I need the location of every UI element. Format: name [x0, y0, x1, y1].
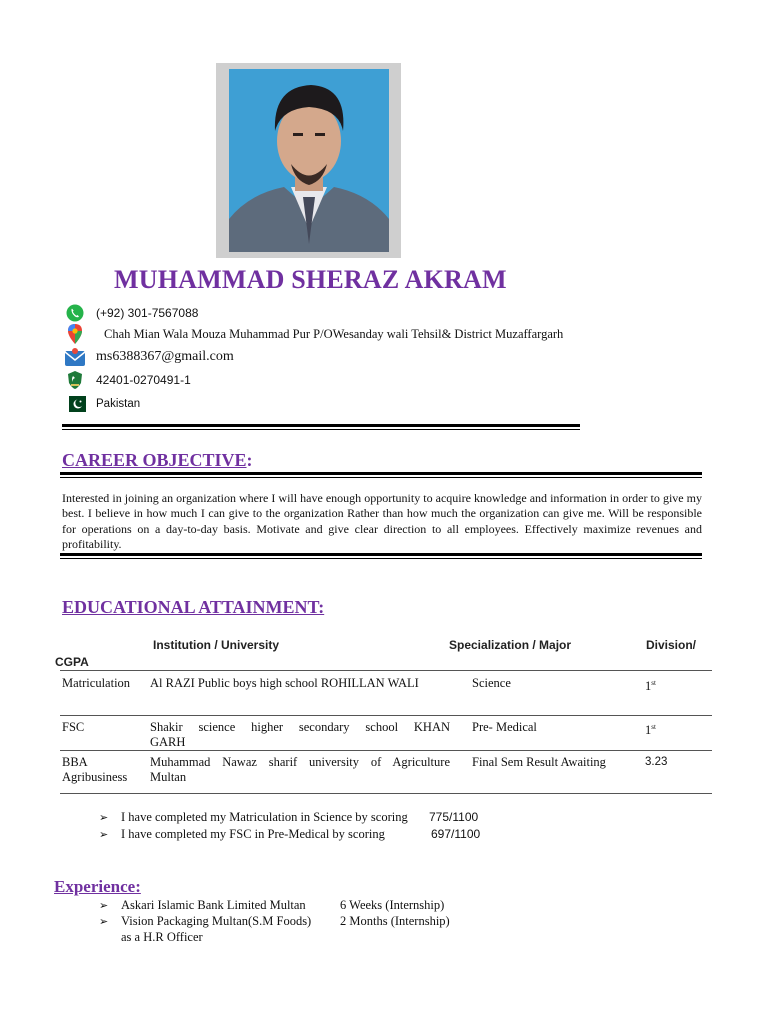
row1-specialization: Science — [472, 676, 511, 690]
objective-bottom-divider — [60, 553, 702, 556]
email-row — [64, 346, 234, 368]
row3-institution-line2: Multan — [150, 770, 187, 784]
address-text: Chah Mian Wala Mouza Muhammad Pur P/OWesanday wali Tehsil& District Muzaffargarh — [104, 326, 564, 341]
row1-division-sup: st — [651, 679, 656, 687]
career-objective-title — [62, 450, 253, 471]
experience-2-org: Vision Packaging Multan(S.M Foods) — [121, 914, 312, 928]
row2-division-value: 1 — [645, 723, 652, 738]
row2-specialization: Pre- Medical — [472, 720, 537, 734]
candidate-name: MUHAMMAD SHERAZ AKRAM — [114, 265, 507, 294]
educational-attainment-title: EDUCATIONAL ATTAINMENT: — [62, 597, 325, 617]
row1-division-value: 1 — [645, 679, 652, 694]
arrow-bullet-icon: ➢ — [99, 900, 109, 912]
career-objective-text: Interested in joining an organization where I will have enough opportunity to acquire knowledge and information in order to give my best. I believe in how much I can give to the organization Rather than how much the organization can give me. Will be responsible for operations on a day-to-day basis. Motivate and give clear direction to all employees. Effectively maximize revenues and profitability. — [62, 491, 702, 551]
row3-degree-line1: BBA — [62, 755, 88, 769]
objective-top-divider — [60, 472, 702, 475]
score-matric-text: I have completed my Matriculation in Science by scoring — [121, 810, 408, 824]
person-portrait — [229, 69, 389, 252]
pakistan-flag-icon — [64, 393, 86, 415]
table-divider — [60, 750, 712, 751]
experience-2-duration: 2 Months (Internship) — [340, 914, 450, 928]
table-divider — [60, 670, 712, 671]
phone-icon — [64, 302, 86, 324]
profile-photo — [216, 63, 401, 258]
row1-division — [645, 676, 656, 694]
country-text: Pakistan — [96, 398, 141, 410]
row3-specialization: Final Sem Result Awaiting — [472, 755, 606, 769]
experience-1-org: Askari Islamic Bank Limited Multan — [121, 898, 306, 912]
score-fsc-text: I have completed my FSC in Pre-Medical by scoring — [121, 827, 385, 841]
experience-1-duration: 6 Weeks (Internship) — [340, 898, 445, 912]
career-objective-colon: : — [246, 450, 253, 470]
address-row — [64, 323, 563, 345]
email-icon — [64, 346, 86, 368]
arrow-bullet-icon: ➢ — [99, 916, 109, 928]
phone-row — [64, 302, 198, 324]
header-divider — [62, 424, 580, 427]
header-division: Division/ — [646, 638, 697, 652]
experience-title: Experience: — [54, 877, 141, 896]
score-fsc-value: 697/1100 — [431, 827, 481, 841]
table-divider — [60, 715, 712, 716]
phone-text: (+92) 301-7567088 — [96, 306, 199, 320]
header-specialization: Specialization / Major — [449, 638, 572, 652]
cnic-row — [64, 369, 191, 391]
cnic-text: 42401-0270491-1 — [96, 373, 191, 387]
row3-division: 3.23 — [645, 756, 668, 768]
row1-institution: Al RAZI Public boys high school ROHILLAN WALI — [150, 676, 419, 690]
row3-degree-line2: Agribusiness — [62, 770, 128, 784]
row1-degree: Matriculation — [62, 676, 131, 690]
header-institution: Institution / University — [153, 638, 280, 652]
row2-institution-line2: GARH — [150, 735, 186, 749]
row2-degree: FSC — [62, 720, 85, 734]
experience-2-org-line2: as a H.R Officer — [121, 930, 203, 944]
country-row — [64, 393, 140, 415]
score-matric-value: 775/1100 — [429, 810, 479, 824]
row2-division — [645, 720, 656, 738]
career-objective-title-text: CAREER OBJECTIVE — [62, 450, 247, 470]
location-pin-icon — [64, 323, 86, 345]
row3-institution-line1: Muhammad Nawaz sharif university of Agriculture — [150, 755, 450, 769]
row2-institution-line1: Shakir science higher secondary school KHAN — [150, 720, 450, 734]
table-divider — [60, 793, 712, 794]
arrow-bullet-icon: ➢ — [99, 829, 109, 841]
row2-division-sup: st — [651, 723, 656, 731]
header-cgpa: CGPA — [55, 655, 89, 669]
arrow-bullet-icon: ➢ — [99, 812, 109, 824]
national-emblem-icon — [64, 369, 86, 391]
email-text[interactable]: ms6388367@gmail.com — [96, 349, 234, 364]
